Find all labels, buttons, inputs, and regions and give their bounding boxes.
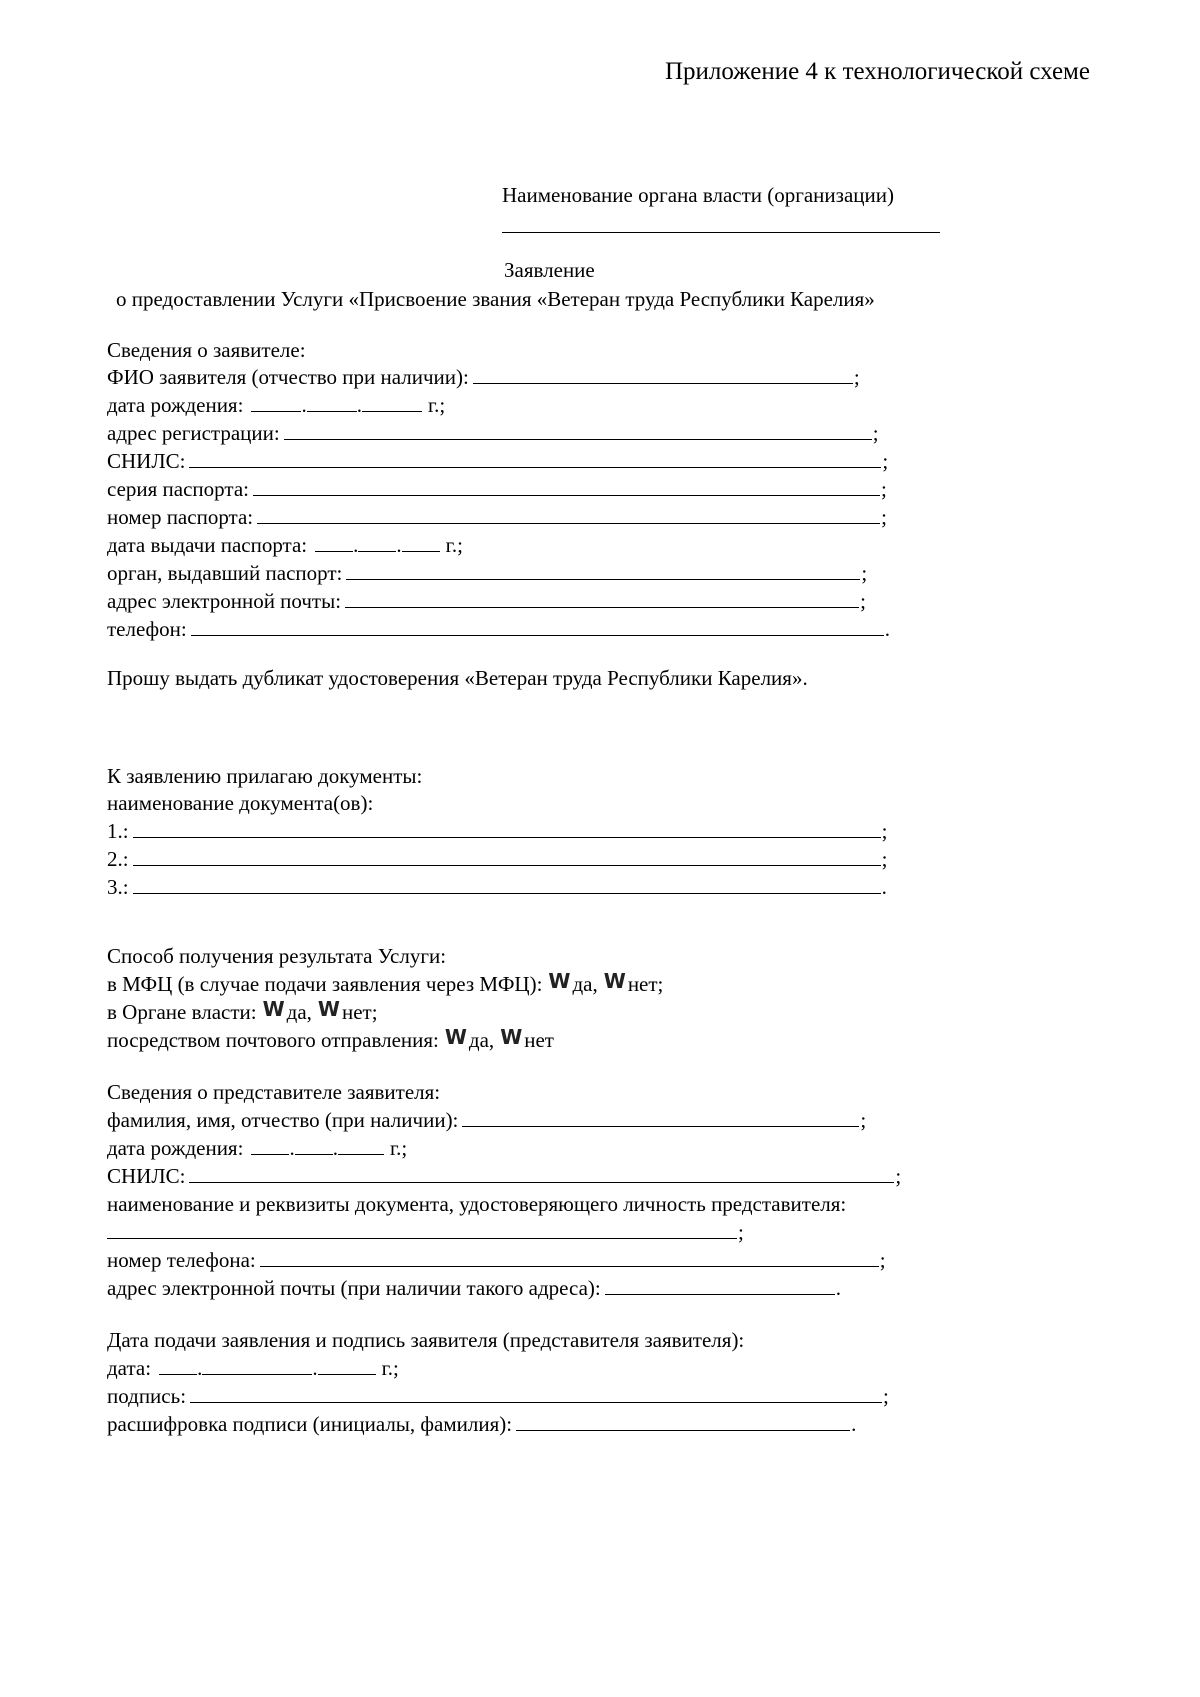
semicolon: ; — [861, 561, 868, 585]
birth-day-field[interactable] — [251, 392, 301, 412]
passport-series-field[interactable] — [253, 476, 880, 496]
semicolon: ; — [895, 1164, 902, 1188]
dot: . — [396, 533, 402, 557]
signature-field[interactable] — [190, 1383, 882, 1403]
appendix-header: Приложение 4 к технологической схеме — [665, 58, 1090, 85]
document-item-2 — [107, 845, 887, 873]
rep-birth-year-field[interactable] — [338, 1135, 384, 1155]
sign-day-field[interactable] — [159, 1355, 197, 1375]
document-title: Заявление — [504, 258, 595, 282]
dot: . — [312, 1356, 318, 1380]
passport-year-field[interactable] — [402, 532, 440, 552]
semicolon: ; — [860, 589, 866, 613]
representative-fio-row — [107, 1106, 866, 1134]
representative-fio-field[interactable] — [462, 1107, 859, 1127]
result-post-row — [107, 1026, 554, 1054]
representative-heading-text: Сведения о представителе заявителя: — [107, 1080, 441, 1104]
yes-label: да, — [468, 1028, 495, 1052]
registration-label: адрес регистрации: — [107, 421, 280, 445]
registration-field[interactable] — [284, 420, 872, 440]
signature-heading-text: Дата подачи заявления и подпись заявителя (представителя заявителя): — [107, 1328, 745, 1352]
signature-sign-row — [107, 1382, 889, 1410]
applicant-snils-row — [107, 447, 888, 475]
period: . — [851, 1412, 857, 1436]
year-suffix: г.; — [427, 393, 446, 417]
semicolon: ; — [860, 1108, 867, 1132]
authority-name-field[interactable] — [502, 232, 940, 233]
documents-heading-text: К заявлению прилагаю документы: — [107, 764, 423, 788]
representative-fio-label: фамилия, имя, отчество (при наличии): — [107, 1108, 459, 1132]
passport-series-row — [107, 475, 887, 503]
representative-snils-field[interactable] — [189, 1163, 894, 1183]
applicant-phone-field[interactable] — [191, 616, 884, 636]
authority-yes-checkbox-icon[interactable]: W — [262, 997, 283, 1021]
dot: . — [356, 393, 362, 417]
result-mfc-label: в МФЦ (в случае подачи заявления через МФЦ): — [107, 972, 543, 996]
applicant-fio-row — [107, 363, 860, 391]
authority-no-checkbox-icon[interactable]: W — [317, 997, 338, 1021]
signature-decode-row — [107, 1410, 856, 1438]
signature-date-label: дата: — [107, 1356, 152, 1380]
sign-year-field[interactable] — [318, 1355, 376, 1375]
result-authority-label: в Органе власти: — [107, 1000, 257, 1024]
post-no-checkbox-icon[interactable]: W — [500, 1025, 521, 1049]
applicant-phone-row — [107, 615, 890, 643]
document-item-number: 3.: — [107, 875, 129, 899]
representative-birth-label: дата рождения: — [107, 1136, 244, 1160]
representative-phone-label: номер телефона: — [107, 1248, 256, 1272]
representative-snils-row — [107, 1162, 901, 1190]
applicant-email-field[interactable] — [345, 588, 859, 608]
document-item-field[interactable] — [133, 846, 881, 866]
representative-id-doc-row — [107, 1190, 846, 1218]
yes-label: да, — [286, 1000, 312, 1024]
result-mfc-row — [107, 970, 663, 998]
documents-names-label — [107, 789, 373, 817]
passport-number-field[interactable] — [257, 504, 880, 524]
representative-phone-row — [107, 1246, 886, 1274]
result-heading-text: Способ получения результата Услуги: — [107, 944, 447, 968]
dot: . — [353, 533, 359, 557]
period: . — [835, 1276, 841, 1300]
semicolon: ; — [882, 449, 889, 473]
documents-names-text: наименование документа(ов): — [107, 791, 374, 815]
document-item-number: 2.: — [107, 847, 129, 871]
documents-heading — [107, 762, 422, 790]
request-text — [107, 664, 808, 692]
passport-issuer-row — [107, 559, 867, 587]
passport-day-field[interactable] — [315, 532, 353, 552]
representative-email-label: адрес электронной почты (при наличии такого адреса): — [107, 1276, 601, 1300]
semicolon: ; — [880, 477, 887, 501]
year-suffix: г.; — [381, 1356, 399, 1380]
passport-number-label: номер паспорта: — [107, 505, 254, 529]
period: . — [884, 617, 890, 641]
applicant-heading — [107, 336, 306, 364]
representative-email-row — [107, 1274, 841, 1302]
applicant-registration-row — [107, 419, 879, 447]
passport-series-label: серия паспорта: — [107, 477, 249, 501]
dot: . — [197, 1356, 203, 1380]
document-item-field[interactable] — [133, 818, 881, 838]
applicant-birth-row — [107, 391, 445, 419]
applicant-heading-text: Сведения о заявителе: — [107, 338, 306, 362]
document-item-1 — [107, 817, 887, 845]
passport-date-label: дата выдачи паспорта: — [107, 533, 308, 557]
birth-month-field[interactable] — [307, 392, 357, 412]
semicolon: ; — [872, 421, 879, 445]
representative-phone-field[interactable] — [260, 1247, 879, 1267]
semicolon: ; — [738, 1220, 744, 1244]
result-authority-row — [107, 998, 378, 1026]
applicant-fio-field[interactable] — [473, 364, 853, 384]
post-yes-checkbox-icon[interactable]: W — [444, 1025, 465, 1049]
no-label: нет; — [341, 1000, 378, 1024]
representative-id-doc-field-row — [107, 1218, 744, 1246]
dot: . — [289, 1136, 295, 1160]
authority-label: Наименование органа власти (организации) — [502, 183, 894, 207]
snils-field[interactable] — [189, 448, 881, 468]
document-item-3 — [107, 873, 887, 901]
document-item-field[interactable] — [133, 874, 881, 894]
mfc-no-checkbox-icon[interactable]: W — [603, 969, 624, 993]
sign-month-field[interactable] — [202, 1355, 312, 1375]
signature-heading — [107, 1326, 744, 1354]
passport-issuer-label: орган, выдавший паспорт: — [107, 561, 343, 585]
yes-label: да, — [572, 972, 598, 996]
representative-heading — [107, 1078, 440, 1106]
passport-date-row — [107, 531, 463, 559]
applicant-fio-label: ФИО заявителя (отчество при наличии): — [107, 365, 469, 389]
applicant-email-label: адрес электронной почты: — [107, 589, 342, 613]
year-suffix: г.; — [445, 533, 463, 557]
document-item-number: 1.: — [107, 819, 129, 843]
signature-date-row — [107, 1354, 399, 1382]
semicolon: ; — [881, 819, 888, 843]
representative-snils-label: СНИЛС: — [107, 1164, 186, 1188]
passport-month-field[interactable] — [358, 532, 396, 552]
applicant-email-row — [107, 587, 866, 615]
representative-birth-row — [107, 1134, 407, 1162]
applicant-birth-label: дата рождения: — [107, 393, 244, 417]
representative-email-field[interactable] — [605, 1275, 835, 1295]
rep-birth-month-field[interactable] — [295, 1135, 333, 1155]
signature-sign-label: подпись: — [107, 1384, 187, 1408]
snils-label: СНИЛС: — [107, 449, 186, 473]
no-label: нет — [524, 1028, 554, 1052]
dot: . — [332, 1136, 338, 1160]
no-label: нет; — [627, 972, 664, 996]
signature-decode-field[interactable] — [516, 1411, 850, 1431]
semicolon: ; — [881, 505, 887, 529]
request-text-span: Прошу выдать дубликат удостоверения «Ветеран труда Республики Карелия». — [107, 666, 808, 690]
year-suffix: г.; — [389, 1136, 408, 1160]
semicolon: ; — [879, 1248, 886, 1272]
document-subtitle: о предоставлении Услуги «Присвоение звания «Ветеран труда Республики Карелия» — [116, 287, 875, 311]
passport-issuer-field[interactable] — [346, 560, 860, 580]
applicant-phone-label: телефон: — [107, 617, 187, 641]
semicolon: ; — [883, 1384, 889, 1408]
semicolon: ; — [853, 365, 860, 389]
result-heading — [107, 942, 446, 970]
birth-year-field[interactable] — [362, 392, 422, 412]
rep-birth-day-field[interactable] — [251, 1135, 289, 1155]
representative-id-doc-label: наименование и реквизиты документа, удостоверяющего личность представителя: — [107, 1192, 847, 1216]
dot: . — [301, 393, 307, 417]
signature-decode-label: расшифровка подписи (инициалы, фамилия): — [107, 1412, 513, 1436]
result-post-label: посредством почтового отправления: — [107, 1028, 439, 1052]
semicolon: ; — [881, 847, 888, 871]
mfc-yes-checkbox-icon[interactable]: W — [548, 969, 569, 993]
period: . — [881, 875, 887, 899]
passport-number-row — [107, 503, 887, 531]
representative-id-doc-field[interactable] — [107, 1219, 737, 1239]
